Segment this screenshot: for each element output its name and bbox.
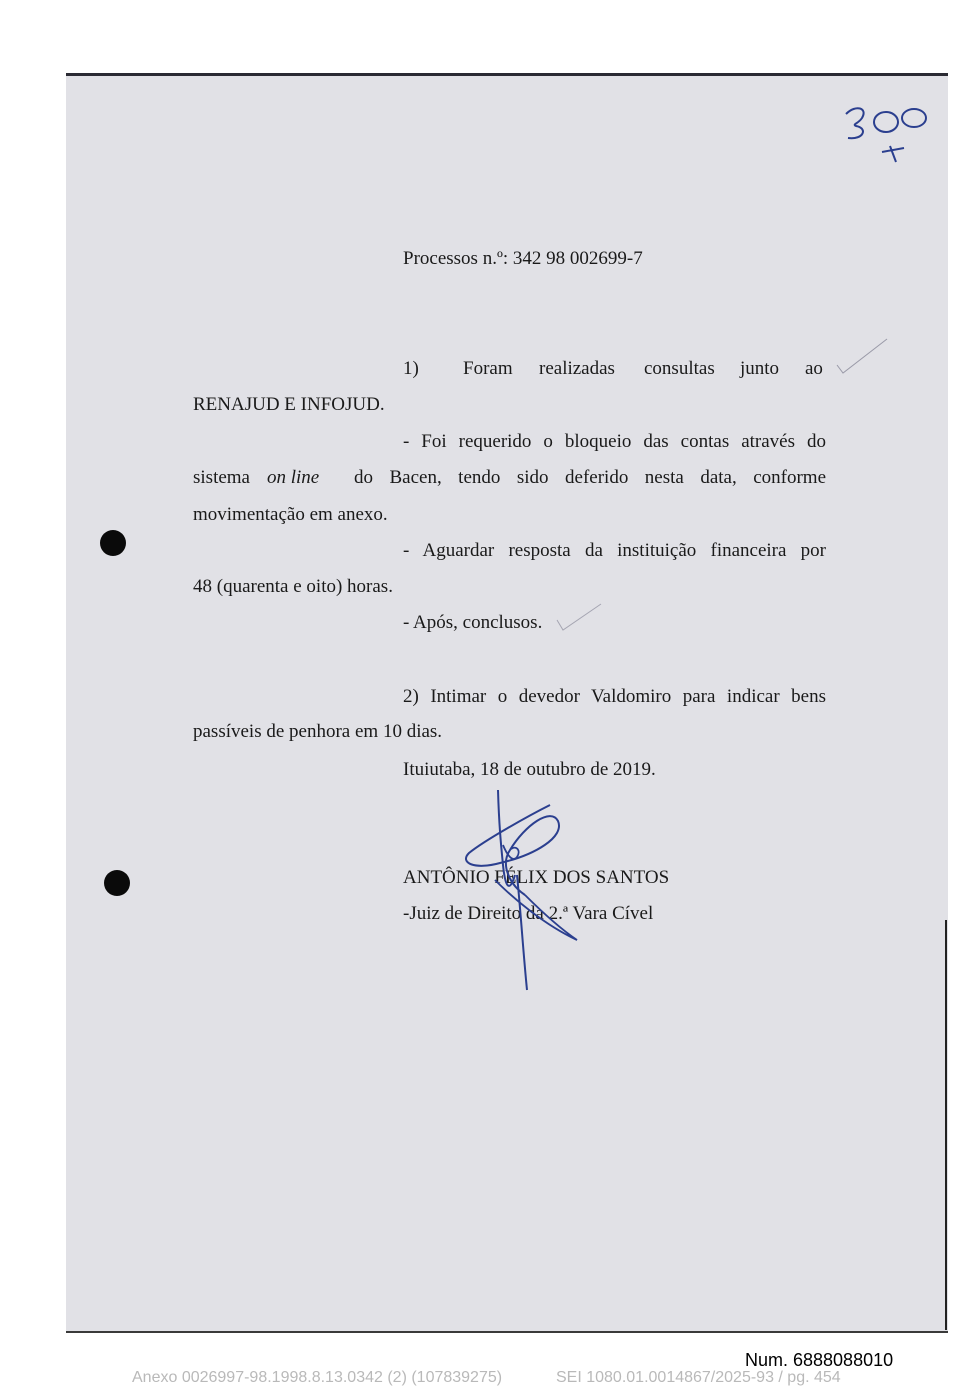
punch-hole-top xyxy=(100,530,126,556)
sei-reference: SEI 1080.01.0014867/2025-93 / pg. 454 xyxy=(556,1369,841,1386)
item1-word: Foram xyxy=(463,358,513,379)
bullet3-line1: - Após, conclusos. xyxy=(403,612,543,633)
bullet1-line2-italic: on line xyxy=(267,467,320,488)
item1-word: consultas xyxy=(644,358,715,379)
item1-continuation: RENAJUD E INFOJUD. xyxy=(193,394,385,415)
item1-word: realizadas xyxy=(539,358,615,379)
bullet1-line2-prefix: sistema xyxy=(193,467,250,488)
bullet1-line2-suffix: do Bacen, tendo sido deferido nesta data, conforme xyxy=(354,467,826,488)
item2-line2: passíveis de penhora em 10 dias. xyxy=(193,721,443,742)
bullet2-line1: - Aguardar resposta da instituição financeira por xyxy=(403,540,826,561)
punch-hole-bottom xyxy=(104,870,130,896)
bullet2-line2: 48 (quarenta e oito) horas. xyxy=(193,576,393,597)
bullet1-line3: movimentação em anexo. xyxy=(193,504,388,525)
signer-name: ANTÔNIO FÉLIX DOS SANTOS xyxy=(403,867,670,888)
signer-title: -Juiz de Direito da 2.ª Vara Cível xyxy=(403,903,654,924)
document-number: Num. 6888088010 xyxy=(745,1350,894,1370)
date-line: Ituiutaba, 18 de outubro de 2019. xyxy=(403,759,656,780)
item1-word: ao xyxy=(805,358,823,379)
scan-edge-line xyxy=(945,920,947,1330)
annex-reference: Anexo 0026997-98.1998.8.13.0342 (2) (107839275) xyxy=(132,1369,503,1386)
bullet1-line1: - Foi requerido o bloqueio das contas através do xyxy=(403,431,826,452)
bullet1-line2 xyxy=(193,467,826,491)
check-mark xyxy=(555,600,605,635)
signature xyxy=(455,785,585,995)
item1-first-line xyxy=(403,358,826,382)
process-number: Processos n.º: 342 98 002699-7 xyxy=(403,248,643,269)
check-mark xyxy=(835,335,890,380)
item2-line1: 2) Intimar o devedor Valdomiro para indicar bens xyxy=(403,686,826,707)
handwritten-page-number xyxy=(838,100,938,170)
item1-number: 1) xyxy=(403,358,419,379)
item1-word: junto xyxy=(740,358,780,379)
